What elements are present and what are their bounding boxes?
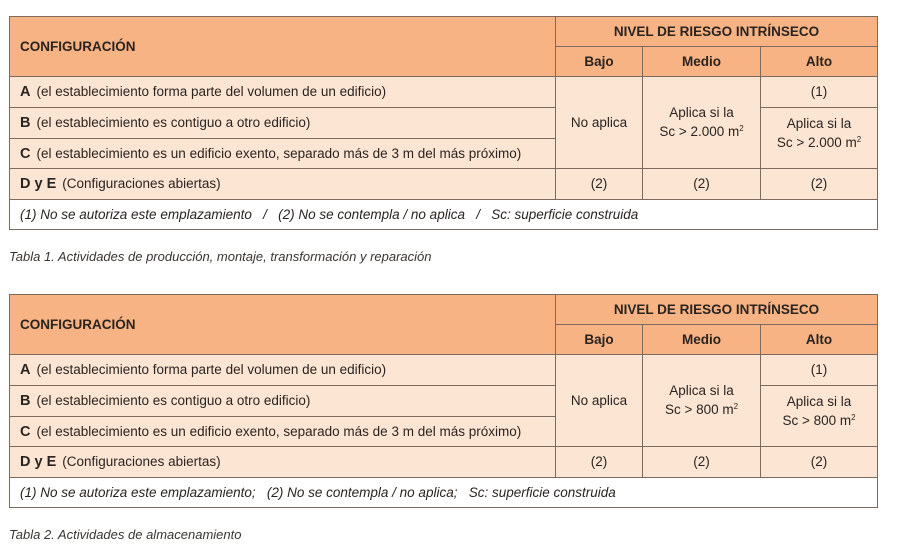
alto-a-cell: (1) (761, 77, 878, 108)
de-alto-cell: (2) (761, 447, 878, 478)
config-a-cell (10, 77, 556, 108)
unit-superscript: 2 (851, 413, 856, 422)
de-bajo-cell: (2) (556, 169, 643, 200)
medio-line1: Aplica si la (669, 105, 734, 120)
risk-level-header: NIVEL DE RIESGO INTRÍNSECO (556, 17, 878, 47)
config-letter: B (20, 115, 31, 131)
config-de-cell (10, 447, 556, 478)
level-medio-header: Medio (643, 325, 761, 355)
level-alto-header: Alto (761, 325, 878, 355)
config-de-cell (10, 169, 556, 200)
de-medio-cell: (2) (643, 169, 761, 200)
table-row (10, 77, 878, 108)
risk-level-header: NIVEL DE RIESGO INTRÍNSECO (556, 295, 878, 325)
config-letter: B (20, 393, 31, 409)
config-description: (el establecimiento forma parte del volumen de un edificio) (36, 84, 387, 99)
table-row (10, 355, 878, 386)
bajo-abc-cell: No aplica (556, 77, 643, 169)
config-description: (el establecimiento es contiguo a otro edificio) (36, 393, 311, 408)
bajo-abc-cell: No aplica (556, 355, 643, 447)
alto-bc-cell (761, 108, 878, 169)
de-alto-cell: (2) (761, 169, 878, 200)
alto-line2: Sc > 2.000 m (776, 135, 857, 150)
unit-superscript: 2 (856, 135, 862, 144)
config-description: (Configuraciones abiertas) (62, 454, 221, 469)
config-b-cell (10, 386, 556, 417)
de-medio-cell: (2) (643, 447, 761, 478)
level-bajo-header: Bajo (556, 325, 643, 355)
table-row (10, 169, 878, 200)
alto-line1: Aplica si la (786, 116, 852, 131)
unit-superscript: 2 (739, 124, 744, 133)
config-description: (el establecimiento forma parte del volumen de un edificio) (36, 362, 387, 377)
config-description: (el establecimiento es un edificio exento, separado más de 3 m del más próximo) (36, 145, 522, 161)
risk-table-production (9, 16, 878, 230)
table-caption: Tabla 1. Actividades de producción, montaje, transformación y reparación (9, 249, 432, 264)
medio-line2: Sc > 800 m (664, 402, 734, 417)
de-bajo-cell: (2) (556, 447, 643, 478)
table-row (10, 447, 878, 478)
table-footnote: (1) No se autoriza este emplazamiento / (2) No se contempla / no aplica / Sc: superficie construida (10, 200, 878, 230)
alto-a-cell: (1) (761, 355, 878, 386)
alto-line2: Sc > 800 m (782, 413, 852, 428)
config-c-cell (10, 139, 556, 169)
level-medio-header: Medio (643, 47, 761, 77)
config-letter: D y E (20, 176, 57, 192)
config-c-cell (10, 417, 556, 447)
config-description: (el establecimiento es contiguo a otro edificio) (36, 115, 311, 130)
table-footnote: (1) No se autoriza este emplazamiento; (2) No se contempla / no aplica; Sc: superficie construida (10, 478, 878, 508)
config-letter: C (20, 145, 31, 162)
unit-superscript: 2 (733, 402, 739, 411)
config-a-cell (10, 355, 556, 386)
medio-abc-cell (643, 77, 761, 169)
config-description: (Configuraciones abiertas) (62, 176, 221, 191)
config-letter: C (20, 423, 31, 440)
table-caption: Tabla 2. Actividades de almacenamiento (9, 527, 242, 542)
level-alto-header: Alto (761, 47, 878, 77)
risk-table-storage (9, 294, 878, 508)
level-bajo-header: Bajo (556, 47, 643, 77)
alto-bc-cell (761, 386, 878, 447)
alto-line1: Aplica si la (786, 394, 852, 409)
config-b-cell (10, 108, 556, 139)
medio-line2: Sc > 2.000 m (659, 124, 740, 139)
config-letter: D y E (20, 454, 57, 470)
config-description: (el establecimiento es un edificio exento, separado más de 3 m del más próximo) (36, 423, 522, 439)
config-letter: A (20, 84, 31, 100)
medio-abc-cell (643, 355, 761, 447)
medio-line1: Aplica si la (669, 383, 734, 398)
configuration-header: CONFIGURACIÓN (10, 17, 556, 77)
config-letter: A (20, 362, 31, 378)
configuration-header: CONFIGURACIÓN (10, 295, 556, 355)
